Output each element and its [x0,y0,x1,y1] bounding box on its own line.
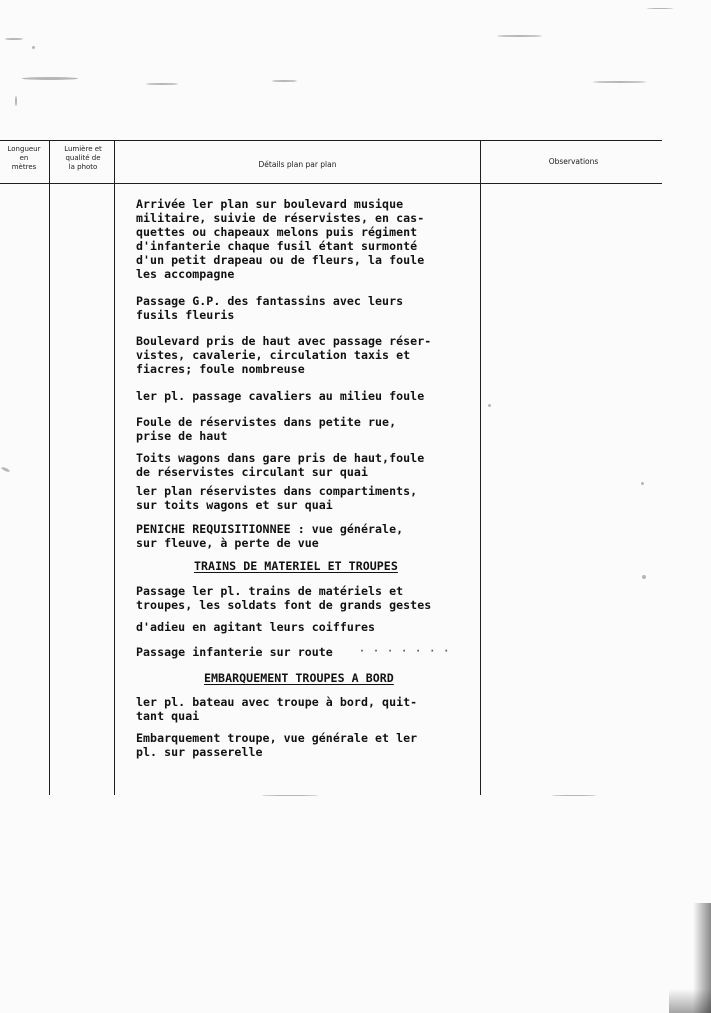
shot-line: tant quai [136,709,200,723]
scan-noise-mark [593,81,646,83]
shot-line: ler plan réservistes dans compartiments, [136,484,418,498]
header-details: Détails plan par plan [258,160,337,169]
shot-line: PENICHE REQUISITIONNEE : vue générale, [136,522,404,536]
scan-noise-mark [146,83,178,85]
shot-line: d'un petit drapeau ou de fleurs, la foule [136,253,425,267]
shot-line: fiacres; foule nombreuse [136,362,305,376]
shot-line: Passage infanterie sur route [136,645,333,659]
scan-noise-mark [22,77,78,80]
shot-line: sur fleuve, à perte de vue [136,536,319,550]
shot-line: ler pl. passage cavaliers au milieu foule [136,389,425,403]
scan-noise-mark [272,80,297,82]
shot-line: Boulevard pris de haut avec passage réser- [136,334,432,348]
table-header-bottom-rule [0,183,662,184]
scan-noise-area [0,0,711,125]
shot-line: Foule de réservistes dans petite rue, [136,415,397,429]
scan-noise-mark [647,8,673,9]
shot-line: sur toits wagons et sur quai [136,498,333,512]
shot-line: ler pl. bateau avec troupe à bord, quit- [136,695,418,709]
route-dots: · · · · · · · [359,646,451,657]
scan-noise-mark [5,38,23,40]
shot-line: les accompagne [136,267,235,281]
shot-line: prise de haut [136,429,228,443]
shot-line: Toits wagons dans gare pris de haut,foule [136,451,425,465]
shot-line: pl. sur passerelle [136,745,263,759]
shot-line: d'infanterie chaque fusil étant surmonté [136,239,418,253]
shot-line: Passage G.P. des fantassins avec leurs [136,294,404,308]
header-observations: Observations [548,157,599,166]
table-left-vertical-rule [49,140,50,795]
section-title: TRAINS DE MATERIEL ET TROUPES [194,559,398,573]
shot-line: Embarquement troupe, vue générale et ler [136,731,418,745]
shot-line: de réservistes circulant sur quai [136,465,368,479]
shot-line: troupes, les soldats font de grands gestes [136,598,432,612]
scan-noise-mark [497,35,542,37]
header-length: Longueur en mètres [7,145,41,171]
shot-list-text [136,197,486,797]
shot-line: Passage ler pl. trains de matériels et [136,584,404,598]
shot-line: vistes, cavalerie, circulation taxis et [136,348,411,362]
header-light-quality: Lumière et qualité de la photo [64,145,102,171]
table-top-rule [0,140,662,141]
scan-noise-mark [488,404,491,407]
scan-noise-mark [641,482,644,485]
scan-noise-mark [642,575,646,579]
shot-line: d'adieu en agitant leurs coiffures [136,620,376,634]
section-title: EMBARQUEMENT TROUPES A BORD [204,671,394,685]
scan-noise-mark [1,466,10,472]
table-middle-vertical-rule [114,140,115,795]
shot-line: quettes ou chapeaux melons puis régiment [136,225,418,239]
scan-noise-mark [552,795,596,796]
scan-corner-shadow [669,989,711,1013]
shot-line: militaire, suivie de réservistes, en cas- [136,211,425,225]
shot-line: fusils fleuris [136,308,235,322]
scan-noise-mark [262,795,318,796]
scan-noise-mark [15,96,17,106]
shot-line: Arrivée ler plan sur boulevard musique [136,197,404,211]
scan-noise-mark [32,46,35,49]
